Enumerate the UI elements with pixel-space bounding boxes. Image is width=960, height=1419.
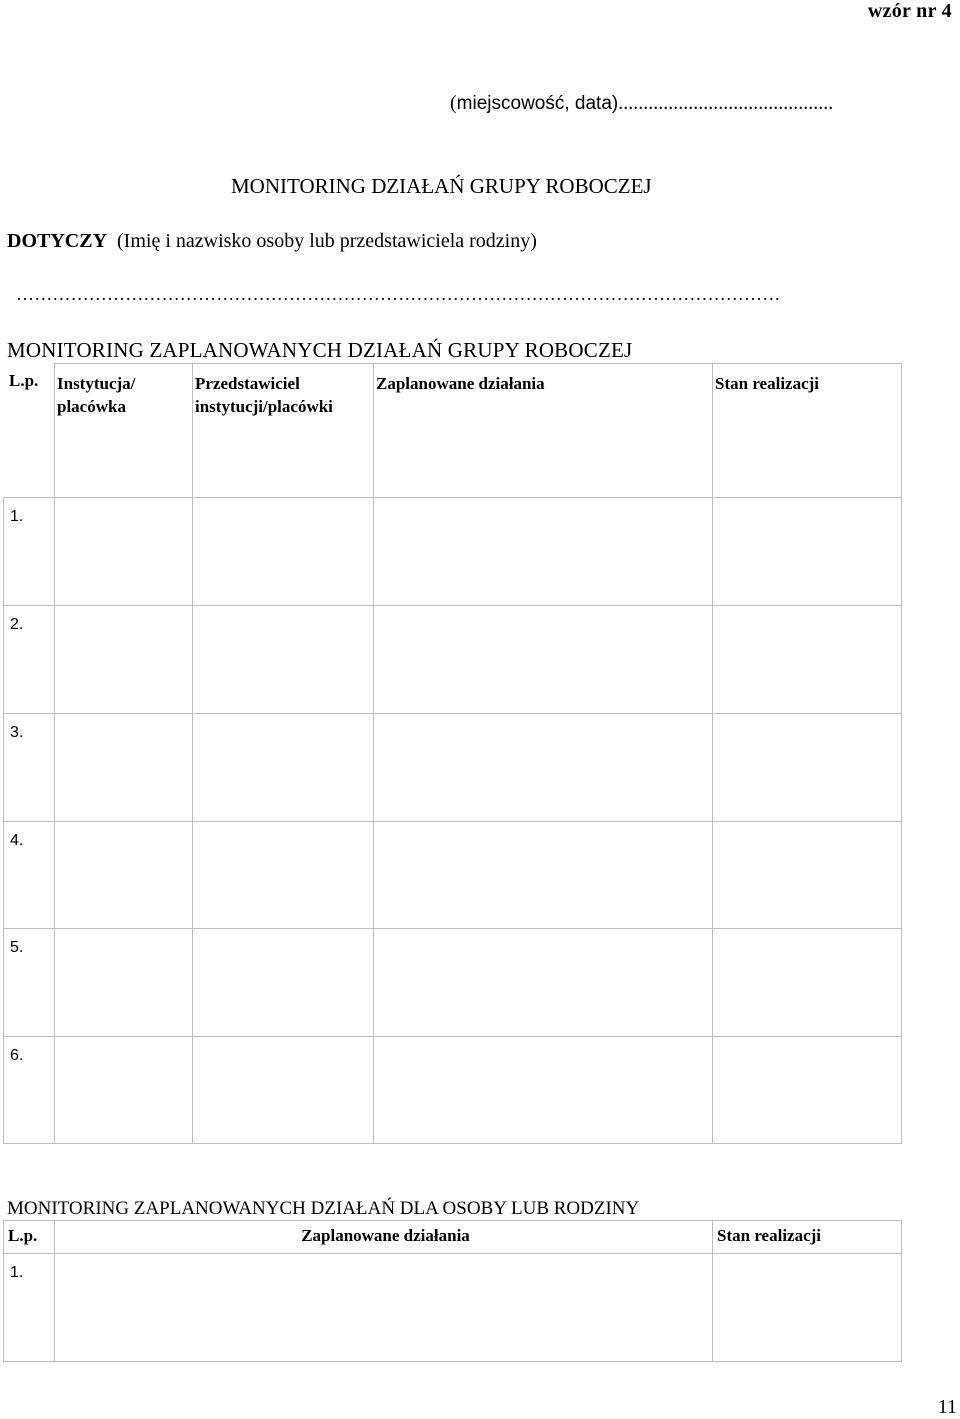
cell-instytucja[interactable] [55,714,193,822]
table-row [4,714,902,822]
cell-przedstawiciel[interactable] [193,714,374,822]
main-title: MONITORING DZIAŁAŃ GRUPY ROBOCZEJ [231,174,652,198]
header-lp: L.p. [4,1221,55,1254]
section1-title: MONITORING ZAPLANOWANYCH DZIAŁAŃ GRUPY ROBOCZEJ [7,338,633,362]
header-dzialania: Zaplanowane działania [374,364,713,498]
page-number: 11 [937,1396,957,1418]
cell-stan[interactable] [713,606,902,714]
cell-przedstawiciel[interactable] [193,1037,374,1144]
row-number: 1. [4,1254,55,1362]
dotyczy-line [7,230,537,253]
row-number: 1. [4,498,55,606]
row-number: 6. [4,1037,55,1144]
cell-dzialania[interactable] [374,929,713,1037]
table-header-row [4,1221,902,1254]
header-instytucja: Instytucja/ placówka [55,364,193,498]
dotyczy-text: (Imię i nazwisko osoby lub przedstawiciela rodziny) [117,230,537,252]
section2-title: MONITORING ZAPLANOWANYCH DZIAŁAŃ DLA OSOBY LUB RODZINY [7,1198,640,1219]
section1-lp-label: L.p. [9,371,39,390]
table-row [4,498,902,606]
cell-dzialania[interactable] [374,714,713,822]
table-row [4,929,902,1037]
cell-instytucja[interactable] [55,498,193,606]
lp-header-cell [4,364,55,498]
table-row [4,1254,902,1362]
header-przedstawiciel: Przedstawiciel instytucji/placówki [193,364,374,498]
cell-stan[interactable] [713,822,902,929]
header-stan: Stan realizacji [713,1221,902,1254]
row-number: 4. [4,822,55,929]
cell-stan[interactable] [713,1037,902,1144]
row-number: 2. [4,606,55,714]
cell-przedstawiciel[interactable] [193,606,374,714]
row-number: 5. [4,929,55,1037]
cell-dzialania[interactable] [374,822,713,929]
dotyczy-label: DOTYCZY [7,230,108,252]
header-dzialania: Zaplanowane działania [55,1221,713,1254]
cell-instytucja[interactable] [55,929,193,1037]
place-date-label: miejscowość, data) [456,93,619,114]
person-family-table [3,1220,902,1362]
table-row [4,822,902,929]
cell-instytucja[interactable] [55,822,193,929]
cell-dzialania[interactable] [374,606,713,714]
cell-stan[interactable] [713,929,902,1037]
cell-stan[interactable] [713,714,902,822]
place-date-dots[interactable]: ........................................... [618,92,834,114]
cell-stan[interactable] [713,1254,902,1362]
cell-instytucja[interactable] [55,1037,193,1144]
table-header-row [4,364,902,498]
cell-przedstawiciel[interactable] [193,929,374,1037]
table-row [4,606,902,714]
cell-dzialania[interactable] [55,1254,713,1362]
header-stan: Stan realizacji [713,364,902,498]
place-prefix: ( [450,92,457,114]
row-number: 3. [4,714,55,822]
cell-przedstawiciel[interactable] [193,822,374,929]
cell-dzialania[interactable] [374,498,713,606]
place-date-line [450,92,833,115]
cell-przedstawiciel[interactable] [193,498,374,606]
cell-stan[interactable] [713,498,902,606]
form-number: wzór nr 4 [867,0,952,22]
working-group-table [3,363,902,1144]
cell-instytucja[interactable] [55,606,193,714]
person-name-dotted-line[interactable]: ……………………………………………………………………………………………………………… [16,284,781,304]
table-row [4,1037,902,1144]
cell-dzialania[interactable] [374,1037,713,1144]
